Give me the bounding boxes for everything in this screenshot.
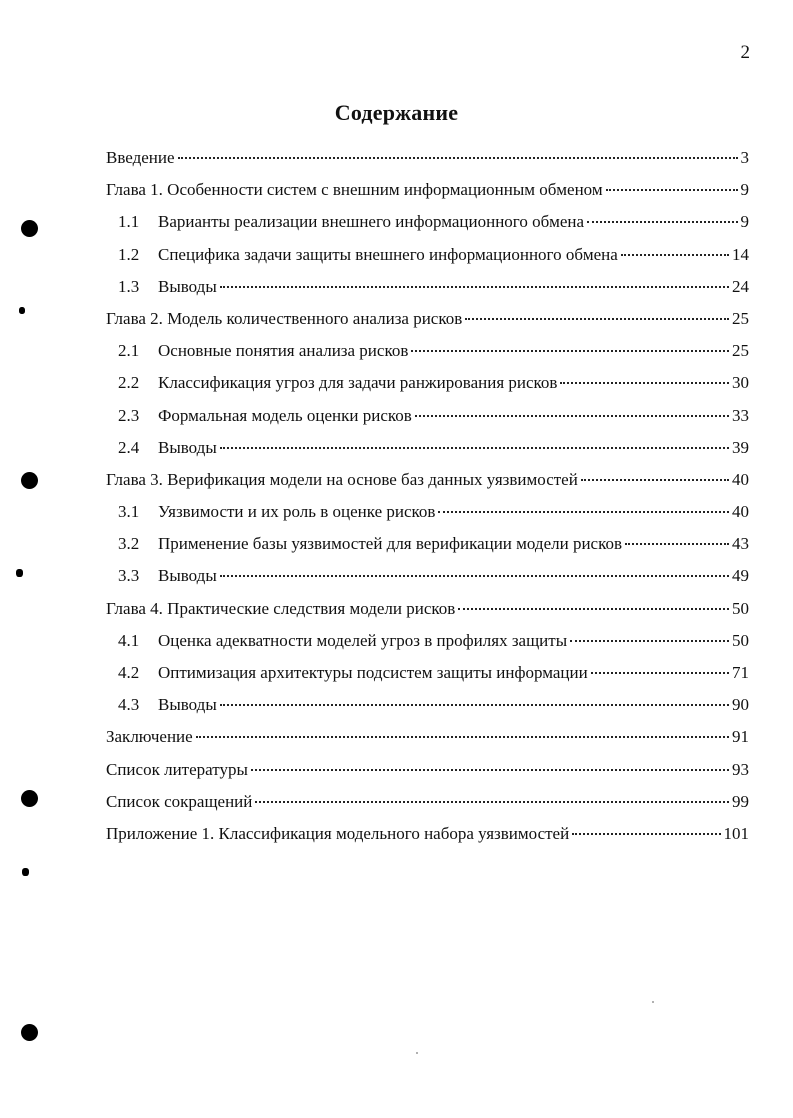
dot-leader: [196, 736, 729, 738]
toc-subentry[interactable]: [106, 406, 749, 438]
toc-subentry[interactable]: [106, 534, 749, 566]
dot-leader: [415, 415, 729, 417]
toc-entry-label: Глава 3. Верификация модели на основе баз данных уязвимостей: [106, 469, 578, 489]
toc-entry-number: 1.2: [118, 244, 140, 264]
page-number: 2: [740, 42, 750, 63]
toc-subentry[interactable]: [106, 566, 749, 598]
toc-entry-page: 71: [732, 663, 749, 682]
dot-leader: [591, 672, 729, 674]
toc-entry-number: 4.1: [118, 630, 140, 650]
toc-subentry[interactable]: [106, 245, 749, 277]
binder-hole: [21, 790, 38, 807]
toc-entry-label: Глава 4. Практические следствия модели рисков: [106, 598, 456, 618]
dot-leader: [178, 157, 738, 159]
dot-leader: [570, 640, 729, 642]
toc-entry-label: Оптимизация архитектуры подсистем защиты информации: [158, 663, 588, 682]
toc-entry-number: 4.2: [118, 663, 140, 682]
toc-entry-page: 9: [740, 180, 749, 200]
dot-leader: [587, 221, 737, 223]
toc-entry-page: 9: [740, 212, 749, 232]
toc-entry-page: 43: [732, 534, 749, 554]
toc-entry-page: 101: [723, 823, 749, 843]
toc-entry-number: 2.4: [118, 437, 140, 457]
toc-entry-label: Приложение 1. Классификация модельного набора уязвимостей: [106, 823, 570, 843]
toc-entry-label: Выводы: [158, 695, 217, 715]
toc-entry-label: Классификация угроз для задачи ранжирования рисков: [158, 373, 558, 393]
toc-entry-page: 40: [732, 502, 749, 522]
toc-entry-label: Выводы: [158, 566, 217, 586]
toc-entry-label: Выводы: [158, 276, 217, 296]
toc-entry-number: 2.2: [118, 373, 140, 393]
toc-entry-page: 50: [732, 630, 749, 650]
dot-leader: [458, 608, 729, 610]
toc-subentry[interactable]: [106, 695, 749, 727]
binder-hole: [21, 220, 38, 237]
toc-entry-label: Список сокращений: [106, 791, 253, 811]
toc-entry-page: 91: [732, 727, 749, 747]
dot-leader: [220, 575, 729, 577]
toc-entry-number: 2.3: [118, 405, 140, 425]
toc-entry[interactable]: [106, 727, 749, 759]
toc-entry-number: 3.3: [118, 566, 140, 586]
dot-leader: [220, 286, 729, 288]
dot-leader: [465, 318, 729, 320]
toc-entry-page: 99: [732, 791, 749, 811]
toc-entry-page: 24: [732, 276, 749, 296]
dot-leader: [220, 447, 729, 449]
toc-subentry[interactable]: [106, 663, 749, 695]
dot-leader: [220, 704, 729, 706]
scan-speck: [22, 868, 29, 876]
table-of-contents: [106, 148, 749, 856]
toc-subentry[interactable]: [106, 341, 749, 373]
toc-subentry[interactable]: [106, 373, 749, 405]
page-title: Содержание: [334, 100, 459, 125]
toc-entry-page: 25: [732, 308, 749, 328]
toc-entry-page: 30: [732, 373, 749, 393]
toc-entry-page: 50: [732, 598, 749, 618]
dot-leader: [625, 543, 729, 545]
toc-subentry[interactable]: [106, 438, 749, 470]
toc-entry[interactable]: [106, 792, 749, 824]
toc-entry[interactable]: [106, 760, 749, 792]
toc-entry[interactable]: [106, 148, 749, 180]
toc-entry-number: 2.1: [118, 341, 140, 361]
toc-entry-number: 3.2: [118, 534, 140, 554]
toc-entry-label: Введение: [106, 148, 175, 167]
toc-entry-label: Глава 2. Модель количественного анализа рисков: [106, 308, 463, 328]
toc-entry-label: Специфика задачи защиты внешнего информационного обмена: [158, 244, 618, 264]
toc-entry[interactable]: [106, 309, 749, 341]
binder-hole: [21, 472, 38, 489]
toc-entry-label: Список литературы: [106, 759, 248, 779]
toc-entry[interactable]: [106, 599, 749, 631]
binder-hole: [21, 1024, 38, 1041]
toc-entry-label: Формальная модель оценки рисков: [158, 405, 412, 425]
toc-subentry[interactable]: [106, 212, 749, 244]
toc-entry-label: Заключение: [106, 727, 193, 747]
dot-leader: [621, 254, 729, 256]
toc-entry-page: 93: [732, 759, 749, 779]
dot-leader: [572, 833, 720, 835]
scan-speck: [416, 1052, 418, 1054]
dot-leader: [581, 479, 729, 481]
toc-entry-label: Варианты реализации внешнего информационного обмена: [158, 212, 585, 232]
toc-entry-page: 90: [732, 695, 749, 715]
toc-entry[interactable]: [106, 824, 749, 856]
toc-entry-label: Основные понятия анализа рисков: [158, 341, 409, 361]
toc-entry-page: 14: [732, 244, 749, 264]
toc-entry-number: 3.1: [118, 502, 140, 522]
toc-entry-page: 25: [732, 341, 749, 361]
scan-speck: [19, 307, 25, 314]
toc-entry-number: 1.3: [118, 276, 140, 296]
toc-entry-label: Применение базы уязвимостей для верификации модели рисков: [158, 534, 623, 554]
toc-subentry[interactable]: [106, 502, 749, 534]
toc-entry-page: 39: [732, 437, 749, 457]
dot-leader: [606, 189, 738, 191]
toc-entry-label: Уязвимости и их роль в оценке рисков: [158, 502, 436, 522]
toc-entry[interactable]: [106, 180, 749, 212]
dot-leader: [438, 511, 729, 513]
dot-leader: [411, 350, 729, 352]
dot-leader: [255, 801, 729, 803]
toc-entry-label: Выводы: [158, 437, 217, 457]
toc-entry[interactable]: [106, 470, 749, 502]
toc-entry-label: Оценка адекватности моделей угроз в профилях защиты: [158, 630, 568, 650]
toc-entry-number: 4.3: [118, 695, 140, 715]
dot-leader: [251, 769, 729, 771]
scan-speck: [16, 569, 23, 577]
toc-subentry[interactable]: [106, 631, 749, 663]
toc-entry-number: 1.1: [118, 212, 140, 232]
toc-subentry[interactable]: [106, 277, 749, 309]
toc-entry-page: 33: [732, 405, 749, 425]
toc-entry-page: 40: [732, 469, 749, 489]
toc-entry-page: 49: [732, 566, 749, 586]
toc-entry-label: Глава 1. Особенности систем с внешним информационным обменом: [106, 180, 603, 200]
scan-speck: [652, 1001, 654, 1003]
dot-leader: [560, 382, 729, 384]
toc-entry-page: 3: [740, 148, 749, 167]
